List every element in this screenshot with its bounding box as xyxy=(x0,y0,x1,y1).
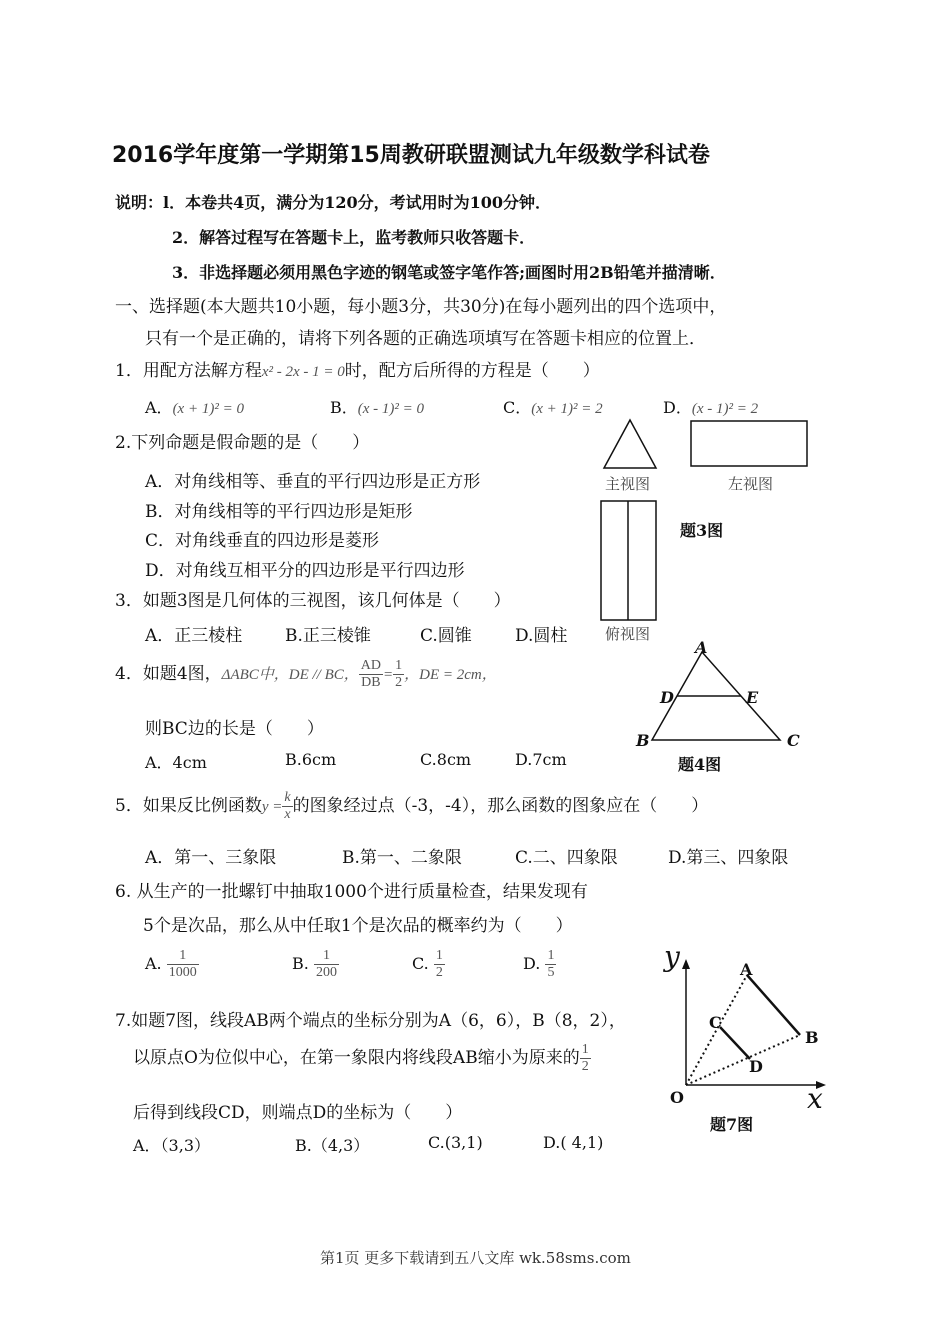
question-7-line-1: 7.如题7图，线段AB两个端点的坐标分别为A（6，6），B（8，2）， xyxy=(115,1011,626,1031)
q1-option-c: C．(x + 1)² = 2 xyxy=(503,398,603,417)
figure-4-label-d: D xyxy=(660,688,674,707)
figure-7-label-b: B xyxy=(805,1028,819,1047)
figure-4-caption: 题4图 xyxy=(678,755,722,774)
q4-fraction-half: $\frac{1}{2}$ xyxy=(395,658,403,690)
page-footer: 第1页 更多下载请到五八文库 wk.58sms.com xyxy=(320,1249,631,1267)
figure-3-side-view xyxy=(690,420,810,468)
q7-option-c: C.(3,1) xyxy=(428,1133,483,1152)
q4-condition-1: ΔABC中，DE // BC， xyxy=(221,667,359,683)
question-3: 3．如题3图是几何体的三视图，该几何体是（ ） xyxy=(115,591,511,611)
question-7-line-2: 以原点O为位似中心，在第一象限内将线段AB缩小为原来的 $\frac{1}{2}$ xyxy=(133,1042,589,1074)
figure-3-side-label: 左视图 xyxy=(728,475,774,493)
q5-option-d: D.第三、四象限 xyxy=(668,848,789,868)
figure-3-top-view xyxy=(600,500,660,622)
q1-post: 时，配方后所得的方程是（ ） xyxy=(344,361,600,381)
question-5 xyxy=(115,790,708,823)
q5-post: 的图象经过点（-3，-4），那么函数的图象应在（ ） xyxy=(292,796,709,816)
q7-option-b: B.（4,3） xyxy=(295,1136,370,1155)
q1-option-b: B．(x - 1)² = 0 xyxy=(330,398,425,417)
figure-7-label-d: D xyxy=(749,1057,763,1076)
figure-4-label-c: C xyxy=(787,731,800,750)
page-title: 2016学年度第一学期第15周教研联盟测试九年级数学科试卷 xyxy=(112,143,710,168)
figure-7-label-c: C xyxy=(709,1013,722,1032)
q4-condition-2: ，DE = 2cm， xyxy=(404,667,497,683)
q5-func-fraction: $\frac{k}{x}$ xyxy=(284,790,291,822)
q7-option-a: A．（3,3） xyxy=(133,1136,211,1155)
question-6-line-2: 5个是次品，那么从中任取1个是次品的概率约为（ ） xyxy=(143,916,573,936)
q6-option-a: A. $\frac{1}{1000}$ xyxy=(145,948,197,980)
figure-3-front-view xyxy=(600,418,660,470)
q4-option-c: C.8cm xyxy=(420,750,472,769)
q2-option-b: B．对角线相等的平行四边形是矩形 xyxy=(145,502,413,522)
q4-line-2: 则BC边的长是（ ） xyxy=(145,719,324,739)
q5-option-b: B.第一、二象限 xyxy=(342,848,462,868)
q4-option-d: D.7cm xyxy=(515,750,567,769)
q1-pre: 1．用配方法解方程 xyxy=(115,361,262,381)
question-6-line-1: 6. 从生产的一批螺钉中抽取1000个进行质量检查，结果发现有 xyxy=(115,882,588,902)
q5-option-c: C.二、四象限 xyxy=(515,848,618,868)
question-2: 2.下列命题是假命题的是（ ） xyxy=(115,433,370,453)
q6-option-c: C. $\frac{1}{2}$ xyxy=(412,948,443,980)
q5-option-a: A．第一、三象限 xyxy=(145,848,277,868)
note-2: 2．解答过程写在答题卡上，监考教师只收答题卡． xyxy=(172,228,536,247)
q3-option-d: D.圆柱 xyxy=(515,626,568,646)
q6-option-b: B. $\frac{1}{200}$ xyxy=(292,948,337,980)
q6-option-d: D. $\frac{1}{5}$ xyxy=(523,948,555,980)
q7-ratio-fraction: $\frac{1}{2}$ xyxy=(581,1042,589,1074)
q4-fraction-ad-db: $\frac{AD}{DB}$ xyxy=(360,658,382,690)
figure-4-label-e: E xyxy=(746,688,759,707)
q5-func-y: y = xyxy=(261,799,283,815)
q3-option-b: B.正三棱锥 xyxy=(285,626,371,646)
figure-3-caption: 题3图 xyxy=(680,521,724,540)
q4-pre: 4．如题4图， xyxy=(115,664,222,684)
q4-option-a: A．4cm xyxy=(145,753,207,772)
question-4 xyxy=(115,658,497,691)
figure-7-label-a: A xyxy=(740,960,753,979)
figure-7-label-x: x xyxy=(807,1082,823,1115)
q4-option-b: B.6cm xyxy=(285,750,337,769)
figure-3-front-label: 主视图 xyxy=(605,475,651,493)
section-heading-1: 一、选择题(本大题共10小题，每小题3分，共30分)在每小题列出的四个选项中， xyxy=(115,297,727,317)
note-3: 3．非选择题必须用黑色字迹的钢笔或签字笔作答;画图时用2B铅笔并描清晰． xyxy=(172,263,726,282)
figure-3-top-label: 俯视图 xyxy=(605,625,651,643)
figure-7-label-y: y xyxy=(664,940,680,973)
q3-option-c: C.圆锥 xyxy=(420,626,472,646)
q1-option-a: A．(x + 1)² = 0 xyxy=(145,398,244,417)
q2-option-a: A．对角线相等、垂直的平行四边形是正方形 xyxy=(145,472,481,492)
q1-option-d: D．(x - 1)² = 2 xyxy=(663,398,759,417)
q7-option-d: D.( 4,1) xyxy=(543,1133,604,1152)
q3-option-a: A．正三棱柱 xyxy=(145,626,243,646)
q4-equals: = xyxy=(383,667,394,683)
figure-7-label-o: O xyxy=(670,1088,684,1107)
question-7-line-3: 后得到线段CD，则端点D的坐标为（ ） xyxy=(133,1103,463,1123)
figure-4-label-a: A xyxy=(695,638,708,657)
q5-pre: 5．如果反比例函数 xyxy=(115,796,262,816)
q2-option-c: C．对角线垂直的四边形是菱形 xyxy=(145,531,380,551)
question-1 xyxy=(115,356,600,381)
note-1: 说明：l．本卷共4页，满分为120分，考试用时为100分钟． xyxy=(115,193,552,212)
q2-option-d: D．对角线互相平分的四边形是平行四边形 xyxy=(145,561,465,581)
q1-equation: x² - 2x - 1 = 0 xyxy=(261,364,345,380)
figure-4-label-b: B xyxy=(636,731,650,750)
section-heading-2: 只有一个是正确的，请将下列各题的正确选项填写在答题卡相应的位置上． xyxy=(145,329,706,349)
figure-7-caption: 题7图 xyxy=(710,1115,754,1134)
